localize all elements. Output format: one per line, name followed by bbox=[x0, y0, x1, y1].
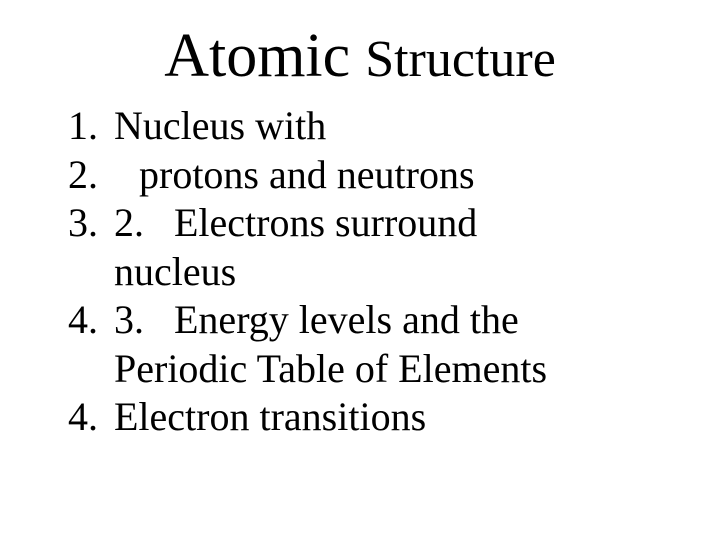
list-item-number: 4. bbox=[68, 297, 98, 342]
list-item-text-continued: nucleus bbox=[114, 248, 237, 294]
list-item bbox=[68, 151, 708, 200]
list-item-number: 1. bbox=[68, 103, 98, 148]
list-item-subnumber: 2. bbox=[114, 200, 144, 245]
list-item-text: Energy levels and the bbox=[174, 297, 519, 342]
slide-title-word-2: Structure bbox=[365, 31, 556, 88]
list-item-text: protons and neutrons bbox=[139, 151, 475, 197]
list-item-subnumber: 3. bbox=[114, 297, 144, 342]
bullet-list bbox=[68, 102, 708, 442]
list-item-text-continued: Periodic Table of Elements bbox=[114, 345, 548, 391]
list-item-number: 4. bbox=[68, 394, 98, 439]
list-item-number: 2. bbox=[68, 151, 98, 197]
list-item-text: Electrons surround bbox=[174, 200, 478, 245]
list-item bbox=[68, 296, 708, 393]
slide-title-word-1: Atomic bbox=[164, 22, 351, 90]
list-item bbox=[68, 199, 708, 296]
list-item-number: 3. bbox=[68, 200, 98, 245]
slide-title bbox=[0, 18, 720, 98]
list-item-text: Nucleus with bbox=[114, 103, 327, 148]
list-item bbox=[68, 102, 708, 151]
list-item bbox=[68, 393, 708, 442]
list-item-text: Electron transitions bbox=[114, 394, 427, 439]
